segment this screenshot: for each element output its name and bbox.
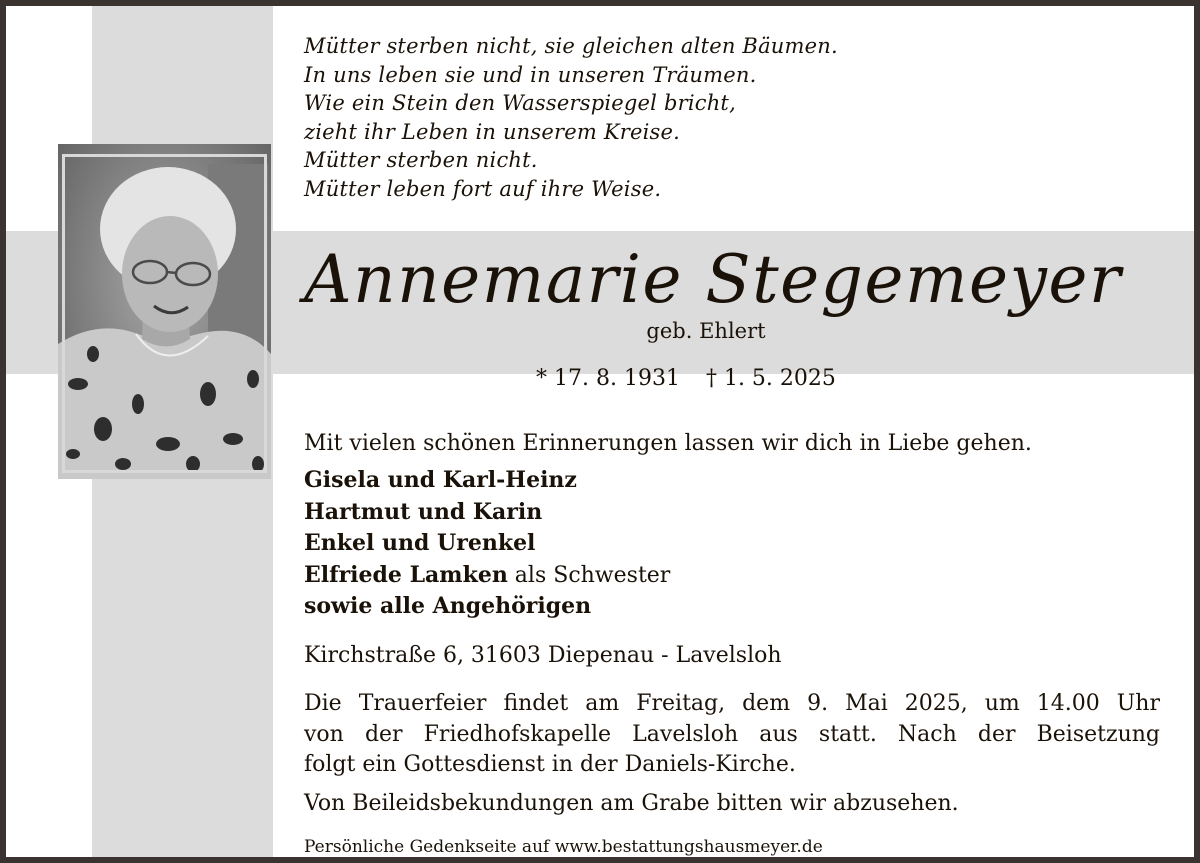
maiden-name: geb. Ehlert	[646, 319, 766, 343]
mourner-suffix: als Schwester	[507, 562, 671, 588]
mourner-name: sowie alle Angehörigen	[304, 593, 592, 619]
death-date: † 1. 5. 2025	[705, 366, 836, 391]
mourner-item	[304, 528, 670, 560]
poem-line: Mütter sterben nicht.	[304, 148, 538, 172]
poem	[304, 32, 838, 203]
portrait-photo	[58, 144, 271, 479]
mourner-item	[304, 560, 670, 592]
mourner-item	[304, 497, 670, 529]
service-line: Die Trauerfeier findet am Freitag, dem 9. Mai 2025, um 14.00 Uhr	[304, 691, 1160, 716]
service-line: von der Friedhofskapelle Lavelsloh aus statt. Nach der Beisetzung	[304, 721, 1160, 747]
mourner-name: Enkel und Urenkel	[304, 530, 536, 556]
deceased-name: Annemarie Stegemeyer	[304, 241, 1123, 318]
service-announcement	[304, 689, 1160, 781]
poem-line: Mütter sterben nicht, sie gleichen alten Bäumen.	[304, 34, 838, 58]
poem-line: In uns leben sie und in unseren Träumen.	[304, 62, 757, 87]
memorial-website: Persönliche Gedenkseite auf www.bestattungshausmeyer.de	[304, 837, 823, 857]
farewell-text: Mit vielen schönen Erinnerungen lassen wir dich in Liebe gehen.	[304, 431, 1032, 456]
service-line: folgt ein Gottesdienst in der Daniels-Kirche.	[304, 752, 796, 777]
poem-line: Wie ein Stein den Wasserspiegel bricht,	[304, 91, 736, 115]
portrait-frame	[62, 154, 267, 473]
mourner-name: Hartmut und Karin	[304, 498, 543, 525]
condolence-note: Von Beileidsbekundungen am Grabe bitten wir abzusehen.	[304, 791, 959, 816]
family-address: Kirchstraße 6, 31603 Diepenau - Lavelsloh	[304, 643, 782, 668]
mourners-list	[304, 465, 670, 623]
life-dates	[536, 364, 836, 394]
mourner-item	[304, 465, 670, 497]
poem-line: Mütter leben fort auf ihre Weise.	[304, 176, 662, 201]
birth-date: * 17. 8. 1931	[536, 366, 680, 391]
poem-line: zieht ihr Leben in unserem Kreise.	[304, 119, 681, 144]
mourner-name: Elfriede Lamken	[304, 561, 508, 588]
mourner-item	[304, 591, 670, 623]
mourner-name: Gisela und Karl-Heinz	[304, 467, 577, 493]
